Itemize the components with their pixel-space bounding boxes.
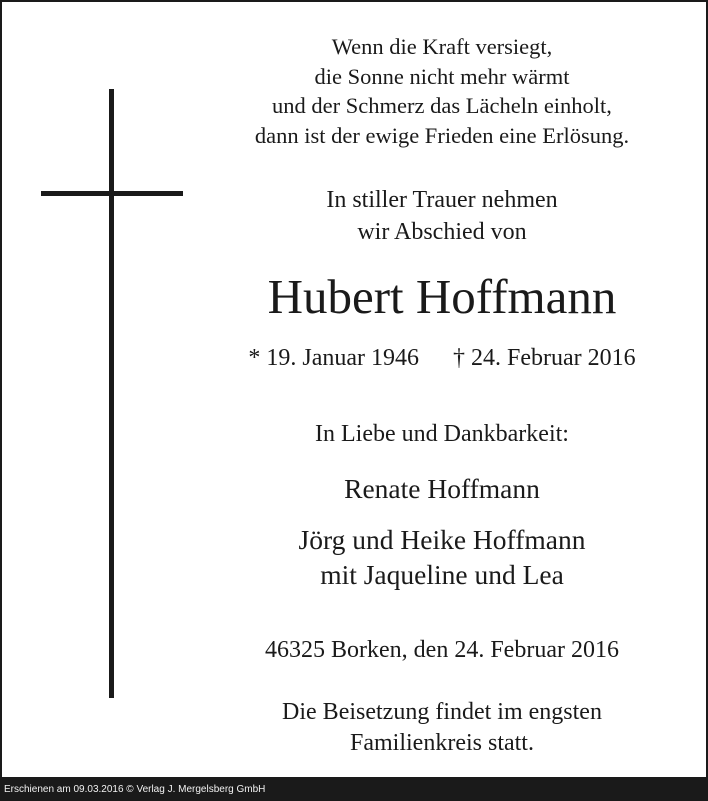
funeral-note <box>207 697 677 759</box>
thanks-heading: In Liebe und Dankbarkeit: <box>315 421 569 447</box>
mourner-line: mit Jaqueline und Lea <box>320 558 564 590</box>
place-and-date: 46325 Borken, den 24. Februar 2016 <box>265 637 619 663</box>
verse-line: dann ist der ewige Frieden eine Erlösung. <box>254 122 630 148</box>
funeral-note-line: Familienkreis statt. <box>350 730 534 756</box>
cross-icon-horizontal-bar <box>41 191 183 196</box>
birth-date: * 19. Januar 1946 <box>248 345 419 371</box>
verse-line: und der Schmerz das Lächeln einholt, <box>272 93 612 118</box>
verse-line: die Sonne nicht mehr wärmt <box>314 63 570 89</box>
deceased-name: Hubert Hoffmann <box>267 269 617 324</box>
death-date: † 24. Februar 2016 <box>453 345 636 371</box>
mourning-intro <box>207 184 677 248</box>
publication-credit: Erschienen am 09.03.2016 © Verlag J. Mergelsberg GmbH <box>4 784 266 795</box>
mourner-name: Renate Hoffmann <box>344 473 540 504</box>
cross-icon-vertical-bar <box>109 89 114 698</box>
life-dates <box>207 342 677 374</box>
memorial-verse <box>207 32 677 150</box>
verse-line: Wenn die Kraft versiegt, <box>331 34 553 59</box>
mourner-group <box>207 523 677 592</box>
funeral-note-line: Die Beisetzung findet im engsten <box>282 699 602 725</box>
publication-footer <box>0 779 708 801</box>
mourner-line: Jörg und Heike Hoffmann <box>298 524 586 555</box>
intro-line: wir Abschied von <box>357 219 527 245</box>
intro-line: In stiller Trauer nehmen <box>326 187 558 213</box>
